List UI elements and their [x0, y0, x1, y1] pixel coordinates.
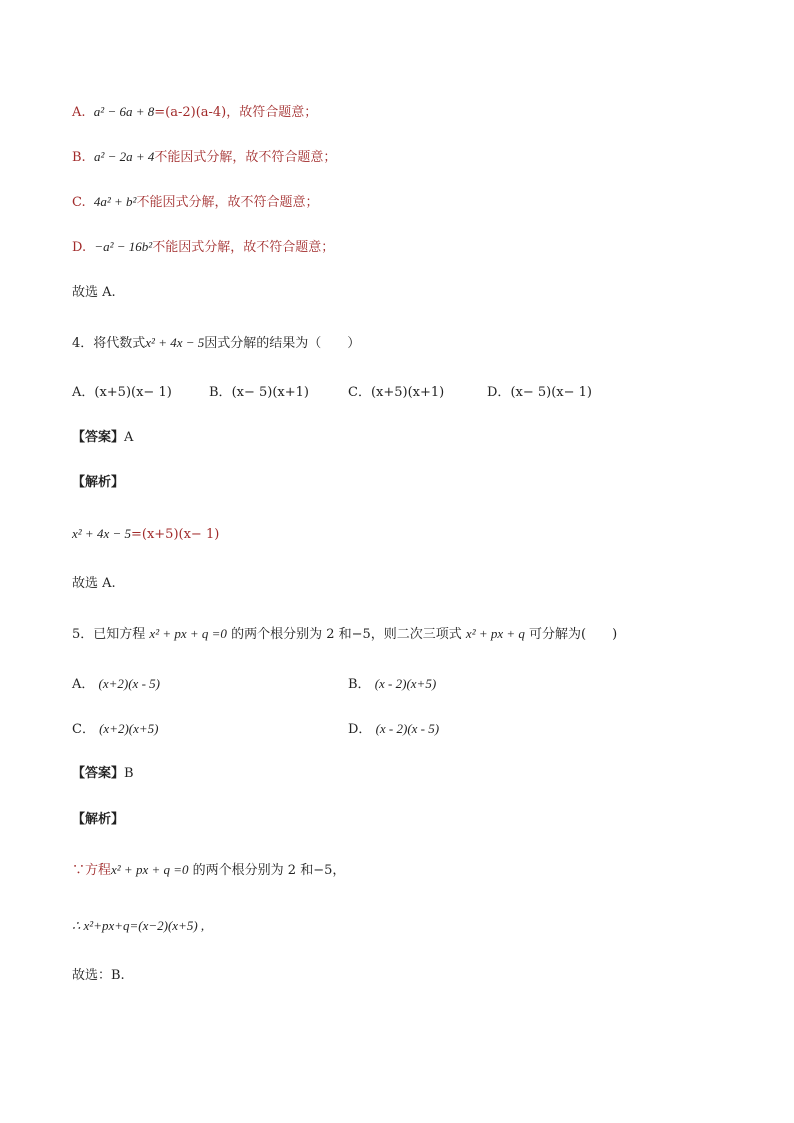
q3-option-a-result: =(a-2)(a-4)	[154, 105, 227, 120]
q4-option-c-text: (x+5)(x+1)	[370, 385, 445, 400]
q4-analysis-label: 【解析】	[72, 475, 125, 490]
q5-analysis-label: 【解析】	[72, 812, 125, 827]
q5-because-suffix: 的两个根分别为 2 和−5，	[192, 863, 346, 878]
q4-option-b-text: (x− 5)(x+1)	[231, 385, 309, 400]
q4-option-b	[209, 383, 309, 403]
q3-option-d-label: D.	[72, 240, 87, 255]
q4-option-c-label: C．	[348, 385, 371, 400]
q5-option-a-text: (x+2)(x - 5)	[98, 676, 160, 691]
q3-option-d	[72, 237, 334, 258]
q4-answer-value: A	[124, 430, 134, 445]
q3-option-a	[72, 102, 317, 123]
q5-option-d-label: D．	[348, 722, 372, 737]
q5-option-c-text: (x+2)(x+5)	[99, 721, 159, 736]
q5-stem-poly: x² + px + q	[465, 626, 525, 641]
q3-option-a-expr: a² − 6a + 8	[93, 104, 155, 119]
q5-option-c-label: C．	[72, 722, 95, 737]
q4-stem	[72, 333, 360, 354]
q4-answer-label: 【答案】	[72, 430, 125, 445]
q4-stem-expr: x² + 4x − 5	[145, 335, 205, 350]
q3-option-b-expr: a² − 2a + 4	[93, 149, 155, 164]
q4-analysis-result: =(x+5)(x− 1)	[130, 527, 220, 542]
q3-option-b-text: 不能因式分解，故不符合题意；	[154, 150, 337, 165]
q4-analysis-expr: x² + 4x − 5	[72, 526, 131, 541]
q5-stem-prefix: 5．已知方程	[72, 627, 146, 642]
q4-option-d-text: (x− 5)(x− 1)	[510, 385, 592, 400]
q3-option-b-label: B.	[72, 150, 86, 165]
q4-conclusion: 故选 A.	[72, 576, 116, 591]
q4-stem-prefix: 4．将代数式	[72, 336, 146, 351]
q5-option-b	[348, 674, 436, 695]
q4-answer	[72, 428, 133, 448]
q5-therefore: ∴ x²+px+q=(x−2)(x+5) ,	[72, 918, 205, 933]
q5-because	[72, 860, 345, 881]
q5-because-prefix: ∵方程	[72, 863, 112, 878]
q4-stem-suffix: 因式分解的结果为（ ）	[204, 336, 361, 351]
q5-stem-mid: 的两个根分别为 2 和−5，则二次三项式	[231, 627, 462, 642]
q3-option-c-label: C.	[72, 195, 86, 210]
q3-conclusion: 故选 A.	[72, 285, 116, 300]
q4-option-a	[72, 383, 172, 403]
q5-option-d	[348, 719, 439, 740]
q5-option-b-label: B．	[348, 677, 371, 692]
q3-option-a-text: ，故符合题意；	[226, 105, 318, 120]
q4-option-d	[487, 383, 592, 403]
q4-option-c	[348, 383, 444, 403]
q5-option-a	[72, 674, 160, 695]
q5-option-b-text: (x - 2)(x+5)	[374, 676, 437, 691]
q5-option-c	[72, 719, 159, 740]
q5-stem-suffix: 可分解为( )	[529, 627, 618, 642]
q3-option-a-label: A.	[72, 105, 86, 120]
q4-option-a-text: (x+5)(x− 1)	[94, 385, 172, 400]
q5-stem-eq: x² + px + q =0	[149, 626, 227, 641]
q3-option-d-expr: −a² − 16b²	[94, 239, 153, 254]
q4-option-d-label: D．	[487, 385, 511, 400]
q5-answer-label: 【答案】	[72, 766, 125, 781]
q3-option-c	[72, 192, 318, 213]
q5-answer	[72, 764, 134, 784]
q4-option-b-label: B．	[209, 385, 232, 400]
q3-option-c-text: 不能因式分解，故不符合题意；	[136, 195, 319, 210]
q5-option-a-label: A．	[72, 677, 95, 692]
q4-analysis	[72, 524, 219, 545]
q3-option-b	[72, 147, 336, 168]
q4-option-a-label: A．	[72, 385, 95, 400]
q5-option-d-text: (x - 2)(x - 5)	[375, 721, 440, 736]
q3-option-d-text: 不能因式分解，故不符合题意；	[152, 240, 335, 255]
q5-stem	[72, 624, 617, 645]
q5-conclusion: 故选：B.	[72, 968, 125, 983]
q3-option-c-expr: 4a² + b²	[93, 194, 137, 209]
q5-because-eq: x² + px + q =0	[111, 862, 189, 877]
q5-answer-value: B	[124, 766, 134, 781]
